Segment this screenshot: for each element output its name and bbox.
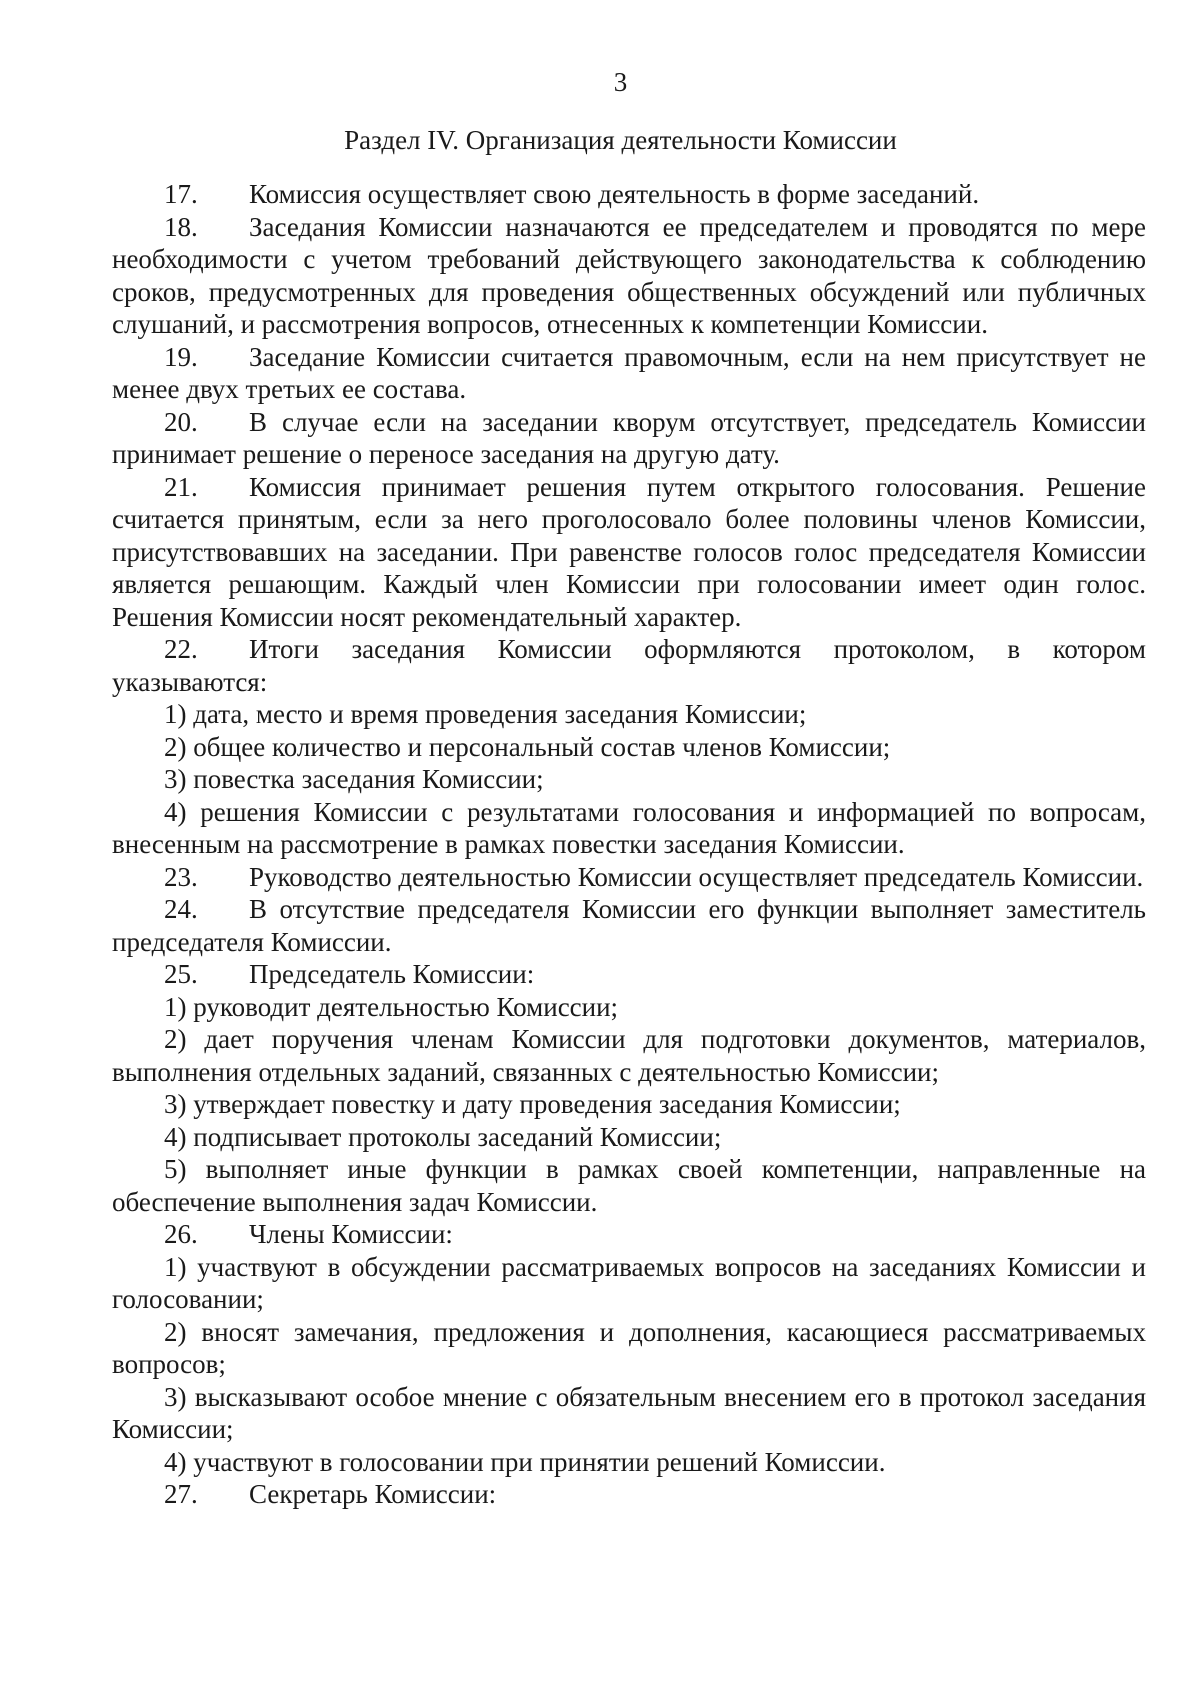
paragraph-text: Комиссия осуществляет свою деятельность в форме заседаний.: [249, 179, 980, 209]
numbered-paragraph: [112, 958, 1146, 991]
paragraph-text: 2) вносят замечания, предложения и дополнения, касающиеся рассматриваемых вопросов;: [112, 1316, 1146, 1379]
list-item: [112, 1023, 1146, 1088]
paragraph-text: 3) утверждает повестку и дату проведения заседания Комиссии;: [164, 1089, 901, 1119]
list-item: [112, 1381, 1146, 1446]
paragraph-text: В отсутствие председателя Комиссии его функции выполняет заместитель председателя Комиссии.: [112, 894, 1146, 957]
paragraph-text: 2) общее количество и персональный состав членов Комиссии;: [164, 731, 891, 762]
list-item: [112, 1446, 1146, 1479]
numbered-paragraph: [112, 861, 1146, 894]
paragraph-number: 17.: [164, 179, 198, 209]
page-number: 3: [613, 67, 628, 97]
paragraph-number: 23.: [164, 861, 198, 892]
paragraph-text: Члены Комиссии:: [249, 1219, 453, 1249]
list-item: [112, 991, 1146, 1024]
numbered-paragraph: [112, 1218, 1146, 1251]
paragraph-text: 1) руководит деятельностью Комиссии;: [164, 991, 619, 1022]
document-body: [112, 178, 1146, 1511]
paragraph-number: 19.: [164, 341, 198, 372]
numbered-paragraph: [112, 341, 1146, 406]
list-item: [112, 1153, 1146, 1218]
paragraph-number: 20.: [164, 406, 198, 437]
paragraph-number: 22.: [164, 634, 198, 664]
paragraph-text: Заседание Комиссии считается правомочным, если на нем присутствует не менее двух третьих ее состава.: [112, 341, 1146, 404]
numbered-paragraph: [112, 178, 1146, 211]
paragraph-text: 1) дата, место и время проведения заседания Комиссии;: [164, 699, 807, 729]
paragraph-text: 1) участвуют в обсуждении рассматриваемых вопросов на заседаниях Комиссии и голосовании;: [112, 1251, 1146, 1314]
paragraph-text: Итоги заседания Комиссии оформляются протоколом, в котором указываются:: [112, 634, 1146, 697]
paragraph-text: Председатель Комиссии:: [249, 959, 535, 989]
paragraph-text: Секретарь Комиссии:: [249, 1479, 497, 1509]
numbered-paragraph: [112, 406, 1146, 471]
paragraph-number: 21.: [164, 471, 198, 502]
list-item: [112, 763, 1146, 796]
numbered-paragraph: [112, 471, 1146, 634]
list-item: [112, 1251, 1146, 1316]
paragraph-text: Комиссия принимает решения путем открытого голосования. Решение считается принятым, если за него проголосовало более половины членов Комиссии, присутствовавших на заседании. При равенстве голосов голос председателя Комиссии является решающим. Каждый член Комиссии при голосовании имеет один голос. Решения Комиссии носят рекомендательный характер.: [112, 471, 1146, 632]
numbered-paragraph: [112, 1478, 1146, 1511]
numbered-paragraph: [112, 211, 1146, 341]
paragraph-text: 4) участвуют в голосовании при принятии решений Комиссии.: [164, 1446, 886, 1477]
list-item: [112, 1121, 1146, 1154]
paragraph-number: 25.: [164, 959, 198, 989]
paragraph-number: 18.: [164, 211, 198, 242]
paragraph-text: 4) подписывает протоколы заседаний Комиссии;: [164, 1121, 722, 1152]
section-title: Раздел IV. Организация деятельности Комиссии: [344, 125, 897, 155]
paragraph-text: 4) решения Комиссии с результатами голосования и информацией по вопросам, внесенным на рассмотрение в рамках повестки заседания Комиссии.: [112, 796, 1146, 859]
paragraph-number: 24.: [164, 894, 198, 924]
paragraph-text: 3) высказывают особое мнение с обязательным внесением его в протокол заседания Комиссии;: [112, 1381, 1146, 1444]
paragraph-text: 2) дает поручения членам Комиссии для подготовки документов, материалов, выполнения отдельных заданий, связанных с деятельностью Комиссии;: [112, 1024, 1146, 1087]
paragraph-number: 27.: [164, 1479, 198, 1509]
list-item: [112, 796, 1146, 861]
list-item: [112, 1316, 1146, 1381]
paragraph-text: В случае если на заседании кворум отсутствует, председатель Комиссии принимает решение о переносе заседания на другую дату.: [112, 406, 1146, 469]
numbered-paragraph: [112, 893, 1146, 958]
paragraph-text: Заседания Комиссии назначаются ее председателем и проводятся по мере необходимости с учетом требований действующего законодательства к соблюдению сроков, предусмотренных для проведения общественных обсуждений или публичных слушаний, и рассмотрения вопросов, отнесенных к компетенции Комиссии.: [112, 211, 1146, 339]
paragraph-text: 3) повестка заседания Комиссии;: [164, 764, 544, 794]
list-item: [112, 698, 1146, 731]
paragraph-number: 26.: [164, 1219, 198, 1249]
numbered-paragraph: [112, 633, 1146, 698]
list-item: [112, 731, 1146, 764]
list-item: [112, 1088, 1146, 1121]
paragraph-text: 5) выполняет иные функции в рамках своей компетенции, направленные на обеспечение выполнения задач Комиссии.: [112, 1154, 1146, 1217]
paragraph-text: Руководство деятельностью Комиссии осуществляет председатель Комиссии.: [249, 861, 1144, 892]
